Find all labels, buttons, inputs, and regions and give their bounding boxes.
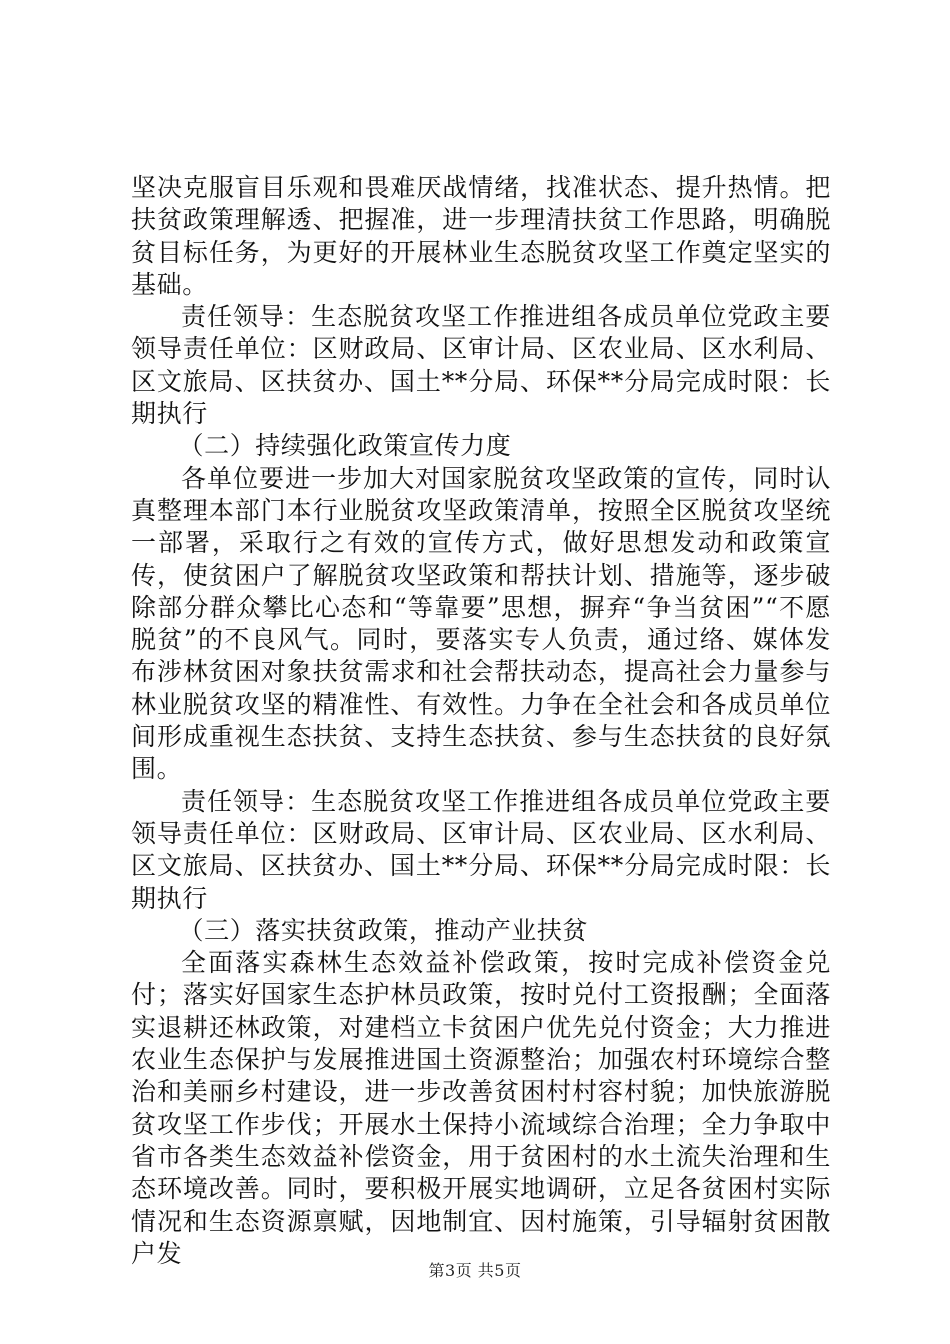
document-body — [131, 172, 831, 1270]
paragraph-responsibility-2: 责任领导：生态脱贫攻坚工作推进组各成员单位党政主要领导责任单位：区财政局、区审计局、区农业局、区水利局、区文旅局、区扶贫办、国土**分局、环保**分局完成时限：长期执行 — [131, 786, 831, 913]
paragraph-responsibility-1: 责任领导：生态脱贫攻坚工作推进组各成员单位党政主要领导责任单位：区财政局、区审计局、区农业局、区水利局、区文旅局、区扶贫办、国土**分局、环保**分局完成时限：长期执行 — [131, 302, 831, 429]
section-heading-3: （三）落实扶贫政策，推动产业扶贫 — [178, 915, 589, 945]
section-heading-2: （二）持续强化政策宣传力度 — [178, 431, 512, 461]
paragraph-policy-publicity: 各单位要进一步加大对国家脱贫攻坚政策的宣传，同时认真整理本部门本行业脱贫攻坚政策清单，按照全区脱贫攻坚统一部署，采取行之有效的宣传方式，做好思想发动和政策宣传，使贫困户了解脱贫攻坚政策和帮扶计划、措施等，逐步破除部分群众攀比心态和“等靠要”思想，摒弃“争当贫困”“不愿脱贫”的不良风气。同时，要落实专人负责，通过络、媒体发布涉林贫困对象扶贫需求和社会帮扶动态，提高社会力量参与林业脱贫攻坚的精准性、有效性。力争在全社会和各成员单位间形成重视生态扶贫、支持生态扶贫、参与生态扶贫的良好氛围。 — [131, 463, 831, 784]
page-footer — [0, 1258, 950, 1281]
paragraph-1: 坚决克服盲目乐观和畏难厌战情绪，找准状态、提升热情。把扶贫政策理解透、把握准，进一步理清扶贫工作思路，明确脱贫目标任务，为更好的开展林业生态脱贫攻坚工作奠定坚实的基础。 — [131, 173, 831, 299]
page-number-label: 第3页 共5页 — [428, 1261, 522, 1280]
paragraph-industry-support: 全面落实森林生态效益补偿政策，按时完成补偿资金兑付；落实好国家生态护林员政策，按时兑付工资报酬；全面落实退耕还林政策，对建档立卡贫困户优先兑付资金；大力推进农业生态保护与发展推进国土资源整治；加强农村环境综合整治和美丽乡村建设，进一步改善贫困村村容村貌；加快旅游脱贫攻坚工作步伐；开展水土保持小流域综合治理；全力争取中省市各类生态效益补偿资金，用于贫困村的水土流失治理和生态环境改善。同时，要积极开展实地调研，立足各贫困村实际情况和生态资源禀赋，因地制宜、因村施策，引导辐射贫困散户发 — [131, 948, 831, 1268]
